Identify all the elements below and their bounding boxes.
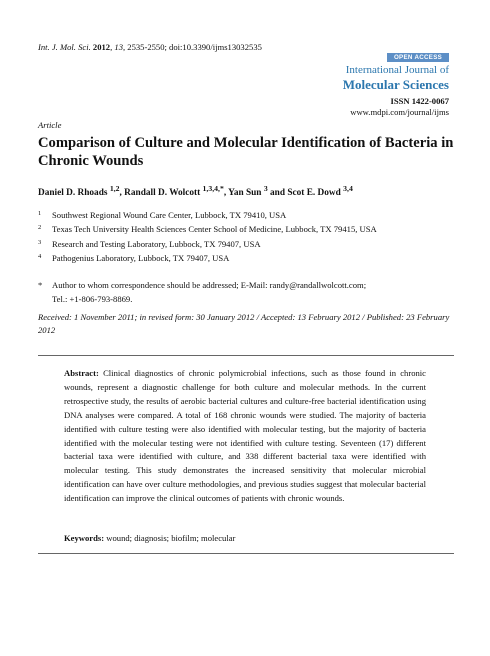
affiliation-number: 1 [38,210,42,217]
journal-citation: Int. J. Mol. Sci. 2012, 13, 2535-2550; doi:10.3390/ijms13032535 [38,42,262,52]
author-name: Scot E. Dowd [287,188,341,199]
divider-bottom [38,553,454,554]
paper-title: Comparison of Culture and Molecular Identification of Bacteria in Chronic Wounds [38,135,454,169]
affiliation [38,253,229,263]
affiliation-text: Texas Tech University Health Sciences Center School of Medicine, Lubbock, TX 79415, USA [52,224,377,234]
journal-name-line1: International Journal of [345,64,449,76]
keywords [64,533,235,543]
open-access-badge: OPEN ACCESS [387,53,449,62]
keywords-label: Keywords: [64,533,105,543]
journal-abbrev: Int. J. Mol. Sci. [38,42,91,52]
journal-volume: 13 [114,42,123,52]
correspondence-line1: Author to whom correspondence should be addressed; E-Mail: randy@randallwolcott.com; [52,280,367,290]
publication-dates: Received: 1 November 2011; in revised form: 30 January 2012 / Accepted: 13 February 2012 / Published: 23 February 2012 [38,312,450,335]
issn: ISSN 1422-0067 [390,96,449,106]
author-affil-sup: 1,2 [109,184,120,193]
author-affil-sup: 3,4 [343,184,353,193]
author-name: Yan Sun [228,188,262,199]
affiliation-text: Pathogenius Laboratory, Lubbock, TX 79407, USA [52,253,230,263]
journal-url[interactable]: www.mdpi.com/journal/ijms [350,107,449,117]
affiliation-number: 3 [38,239,42,246]
affiliation [38,224,377,234]
author-name: Daniel D. Rhoads [38,188,108,199]
journal-year: 2012 [92,42,111,52]
journal-name-line2: Molecular Sciences [342,77,449,92]
divider-top [38,355,454,356]
correspondence-star: * [38,280,43,290]
author-name: Randall D. Wolcott [124,188,201,199]
abstract [64,367,426,506]
affiliation-text: Southwest Regional Wound Care Center, Lubbock, TX 79410, USA [52,210,287,220]
affiliation [38,239,261,249]
abstract-text: Clinical diagnostics of chronic polymicrobial infections, such as those found in chronic wounds, represent a diagnostic challenge for both culture and molecular methods. In the current retrospective study, the results of aerobic bacterial cultures and culture-free bacterial identification using DNA analyses were compared. A total of 168 chronic wounds were studied. The majority of bacteria identified with culture testing were also identified with molecular testing, but the majority of bacteria identified with the molecular testing were not identified with culture testing. Seventeen (17) different bacterial taxa were identified with culture, and 338 different bacterial taxa were identified with molecular testing. This study demonstrates the increased sensitivity that molecular microbial identification can have over culture methodologies, and previous studies suggest that molecular bacterial identification can improve the clinical outcomes of patients with chronic wounds. [64,368,426,504]
author-list: Daniel D. Rhoads $^{1,2}$, Randall D. Wolcott $^{1,3,4,*}$, Yan Sun $^3$ and Scot E. Dowd $^{3,4}$ [38,184,353,199]
correspondence [38,278,366,306]
author-affil-sup: 1,3,4,* [202,184,224,193]
author-affil-sup: 3 [263,184,268,193]
affiliation-number: 2 [38,224,42,231]
affiliation-number: 4 [38,253,42,260]
article-type: Article [38,120,62,130]
pages-doi: , 2535-2550; doi:10.3390/ijms13032535 [122,42,262,52]
correspondence-line2: Tel.: +1-806-793-8869. [52,294,133,304]
abstract-label: Abstract: [64,368,99,378]
keywords-text: wound; diagnosis; biofilm; molecular [106,533,236,543]
affiliation-text: Research and Testing Laboratory, Lubbock, TX 79407, USA [52,239,261,249]
affiliation [38,210,286,220]
